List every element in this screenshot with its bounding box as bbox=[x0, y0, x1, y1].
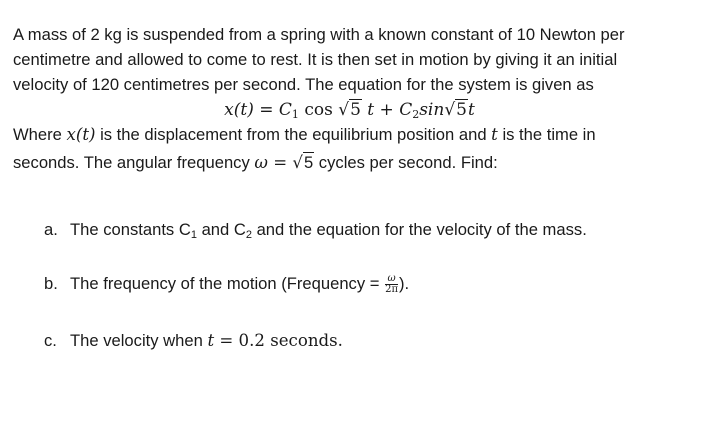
where-line-2: seconds. The angular frequency ω = √5 cycles per second. Find: bbox=[13, 150, 703, 175]
list-marker: c. bbox=[44, 331, 57, 350]
problem-intro bbox=[13, 22, 703, 97]
frequency-fraction: $\frac{\omega}{2\pi}$ bbox=[385, 273, 399, 296]
where-line-1: Where x(t) is the displacement from the equilibrium position and t is the time in bbox=[13, 125, 596, 144]
sqrt-symbol: √5 bbox=[292, 153, 314, 172]
sqrt-symbol: √5 bbox=[444, 100, 467, 120]
intro-line-3: velocity of 120 centimetres per second. The equation for the system is given as bbox=[13, 75, 594, 94]
question-a: a. The constants $C_1$ and $C_2$ and the equation for the velocity of the mass. bbox=[44, 220, 587, 241]
question-c: c. The velocity when t = 0.2 seconds. bbox=[44, 329, 343, 353]
intro-line-1: A mass of 2 kg is suspended from a spring with a known constant of 10 Newton per bbox=[13, 25, 625, 44]
where-text bbox=[13, 122, 703, 175]
displacement-equation: $x(t) = C_1$ cos √5 $t + C_2\sin√5t$ bbox=[224, 100, 475, 121]
list-marker: a. bbox=[44, 220, 58, 239]
intro-line-2: centimetre and allowed to come to rest. It is then set in motion by giving it an initial bbox=[13, 50, 618, 69]
list-marker: b. bbox=[44, 274, 58, 293]
question-b: b. The frequency of the motion (Frequency = $\frac{\omega}{2\pi}$ ). bbox=[44, 273, 410, 296]
sqrt-symbol: √5 bbox=[338, 100, 361, 120]
